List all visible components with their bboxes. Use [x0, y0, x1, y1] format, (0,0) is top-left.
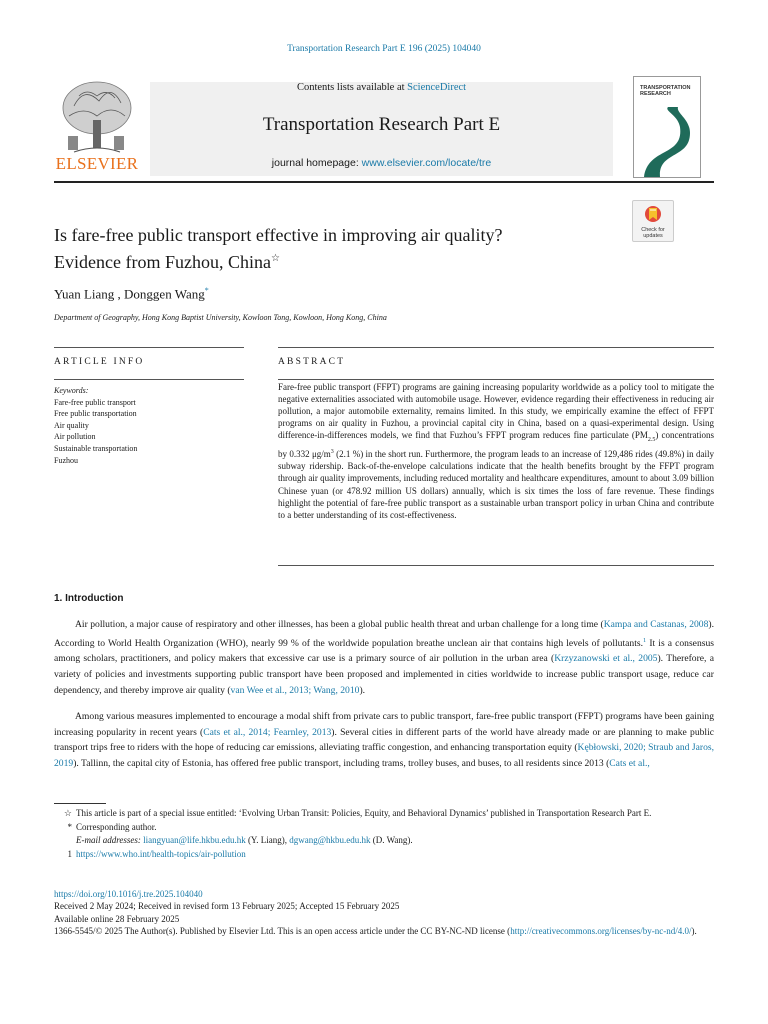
title-footnote-mark[interactable]: ☆ [270, 253, 280, 264]
email-owner: (D. Wang). [370, 835, 413, 845]
abstract-heading: ABSTRACT [278, 357, 346, 367]
author-separator: , [114, 286, 125, 302]
who-url-link[interactable]: https://www.who.int/health-topics/air-pollution [76, 848, 246, 859]
abstract-top-rule [278, 347, 714, 348]
footnote-symbol: ☆ [63, 808, 72, 818]
text-run: Air pollution, a major cause of respiratory and other illnesses, has been a global public health threat and urban challenge for a long time ( [75, 619, 604, 630]
contents-line [150, 82, 613, 93]
text-run: ). Several cities in different parts of the world have already made or are planning to make public transport trips free to riders with the hope of reducing car emissions, alleviating traffic congestion, and enhancing transportation equity ( [54, 726, 714, 754]
abstract-rule [278, 379, 714, 380]
footnotes [54, 807, 714, 861]
footnote-rule [54, 803, 106, 804]
contents-prefix: Contents lists available at [296, 82, 408, 93]
author-name[interactable]: Donggen Wang [124, 286, 205, 302]
doi-link[interactable]: https://doi.org/10.1016/j.tre.2025.104040 [54, 889, 203, 899]
text-run: ). [359, 684, 366, 696]
available-online: Available online 28 February 2025 [54, 913, 180, 924]
citation-link[interactable]: Cats et al., 2014; Fearnley, 2013 [203, 726, 332, 738]
email-link[interactable]: dgwang@hkbu.edu.hk [289, 835, 371, 845]
keyword-item: Air quality [54, 420, 89, 430]
footnote-emails [54, 834, 714, 848]
intro-paragraph-1 [54, 617, 714, 698]
text-run: Among various measures implemented to encourage a modal shift from private cars to public transport, fare-free public transport (FFPT) programs have been gaining increasing popularity in recent years ( [54, 711, 714, 738]
citation-link[interactable]: Cats et al., [609, 757, 650, 769]
keyword-item: Sustainable transportation [54, 443, 138, 453]
email-label: E-mail addresses: [76, 835, 144, 845]
journal-citation-link[interactable]: Transportation Research Part E 196 (2025) 104040 [287, 44, 481, 54]
text-run: It is a consensus among scholars, practitioners, and policy makers that excessive car use is a primary source of air pollution in the urban area ( [54, 637, 715, 665]
license-text: 1366-5545/© 2025 The Author(s). Published by Elsevier Ltd. This is an open access article under the CC BY-NC-ND license ( [54, 925, 511, 936]
keyword-item: Free public transportation [54, 409, 137, 419]
license-link[interactable]: http://creativecommons.org/licenses/by-nc-nd/4.0/ [510, 925, 692, 936]
homepage-prefix: journal homepage: [271, 157, 362, 169]
footnote-symbol: 1 [67, 848, 72, 859]
section-heading-introduction: 1. Introduction [54, 593, 124, 604]
abstract-part: ) concentrations by 0.332 μg/m [278, 430, 714, 460]
footnote-symbol: * [67, 821, 72, 832]
keyword-item: Air pollution [54, 432, 96, 442]
keywords-block [54, 385, 244, 466]
citation-link[interactable]: Kębłowski, 2020; Straub and Jaros, 2019 [54, 742, 715, 769]
keyword-item: Fuzhou [54, 455, 78, 465]
cover-title: TRANSPORTATION RESEARCH [640, 85, 691, 97]
cover-road-graphic [634, 107, 700, 177]
article-title [54, 223, 614, 274]
corresponding-author-mark[interactable]: * [204, 286, 209, 295]
title-line-1: Is fare-free public transport effective in improving air quality? [54, 225, 503, 245]
crossmark-label: Check for updates [641, 227, 665, 239]
citation-link[interactable]: Krzyzanowski et al., 2005 [554, 653, 658, 665]
email-link[interactable]: liangyuan@life.hkbu.edu.hk [143, 835, 246, 845]
footnote-text: Corresponding author. [76, 821, 157, 832]
footnote-special-issue [54, 807, 714, 821]
journal-name: Transportation Research Part E [262, 114, 501, 135]
footnote-corresponding [54, 821, 714, 835]
title-line-2: Evidence from Fuzhou, China [54, 252, 271, 272]
affiliation: Department of Geography, Hong Kong Baptist University, Kowloon Tong, Kowloon, Hong Kong, China [54, 313, 387, 322]
header-rule [54, 181, 714, 183]
article-info-rule [54, 379, 244, 380]
publication-info [54, 888, 714, 937]
keyword-item: Fare-free public transport [54, 397, 136, 407]
sciencedirect-link[interactable]: ScienceDirect [407, 82, 467, 93]
license-text: ). [691, 925, 697, 936]
homepage-link[interactable]: www.elsevier.com/locate/tre [361, 157, 492, 169]
journal-homepage [150, 157, 613, 169]
author-list [54, 286, 209, 302]
abstract-part: Fare-free public transport (FFPT) programs are gaining increasing popularity worldwide as a policy tool to mitigate the negative externalities associated with automobile usage. However, evidence regarding their effectiveness in reducing air pollution, a major automobile externality, remains limited. In this study, we empirically examine the effect of FFPT programs on air quality in Fuzhou, a provincial capital city in China, based on a quasi-experimental design. Using difference-in-differences models, we find that Fuzhou’s FFPT program reduces fine particulate (PM [278, 382, 714, 441]
crossmark-icon [644, 205, 662, 225]
journal-cover-thumbnail[interactable] [633, 76, 701, 178]
footnote-ref-link[interactable]: 1 [643, 636, 647, 644]
check-for-updates-badge[interactable] [632, 200, 674, 242]
abstract-bottom-rule [278, 565, 714, 566]
intro-paragraph-2 [54, 709, 714, 771]
text-run: ). Tallinn, the capital city of Estonia, has offered free public transport, including trams, trolley buses, and buses, to all residents since 2013 ( [73, 757, 610, 769]
article-info-top-rule [54, 347, 244, 348]
footnote-who-link [54, 848, 714, 862]
author-name[interactable]: Yuan Liang [54, 286, 115, 302]
text-run: ). According to World Health Organization (WHO), nearly 99 % of the worldwide population breathe unclean air that contains high levels of pollutants. [54, 619, 714, 649]
email-owner: (Y. Liang), [245, 835, 290, 845]
abstract-text [278, 381, 714, 521]
abstract-part: (2.1 %) in the short run. Furthermore, the program leads to an increase of 129,486 rides (49.8%) in daily subway ridership. Back-of-the-envelope calculations indicate that the health benefits brought by the FFPT program through air quality improvements, including reduced mortality and healthcare expenditures, amount to about 3.09 billion Chinese yuan (or 478.92 million US dollars) annually, which is six times the loss of fare revenue. These findings highlight the potential of fare-free public transport as a sustainable urban transport policy in urban China and contribute to a better understanding of its cost-effectiveness. [278, 449, 715, 520]
pm-subscript: 2.5 [647, 437, 656, 444]
publisher-wordmark: ELSEVIER [55, 154, 139, 173]
license-statement [54, 925, 714, 937]
received-dates: Received 2 May 2024; Received in revised form 13 February 2025; Accepted 15 February 2025 [54, 901, 400, 912]
unit-superscript: 3 [330, 449, 334, 456]
footnote-text: This article is part of a special issue entitled: ‘Evolving Urban Transit: Policies, Equity, and Behavioral Dynamics’ published in Transportation Research Part E. [76, 808, 652, 818]
citation-link[interactable]: van Wee et al., 2013; Wang, 2010 [230, 684, 360, 696]
keywords-label: Keywords: [54, 386, 89, 395]
text-run: ). Therefore, a variety of policies and investments supporting public transport have been proposed and implemented in cities worldwide to increase public transport usage, reduce car dependency, and thereby improve air quality ( [54, 653, 715, 696]
citation-link[interactable]: Kampa and Castanas, 2008 [603, 619, 709, 630]
article-info-heading: ARTICLE INFO [54, 357, 145, 367]
